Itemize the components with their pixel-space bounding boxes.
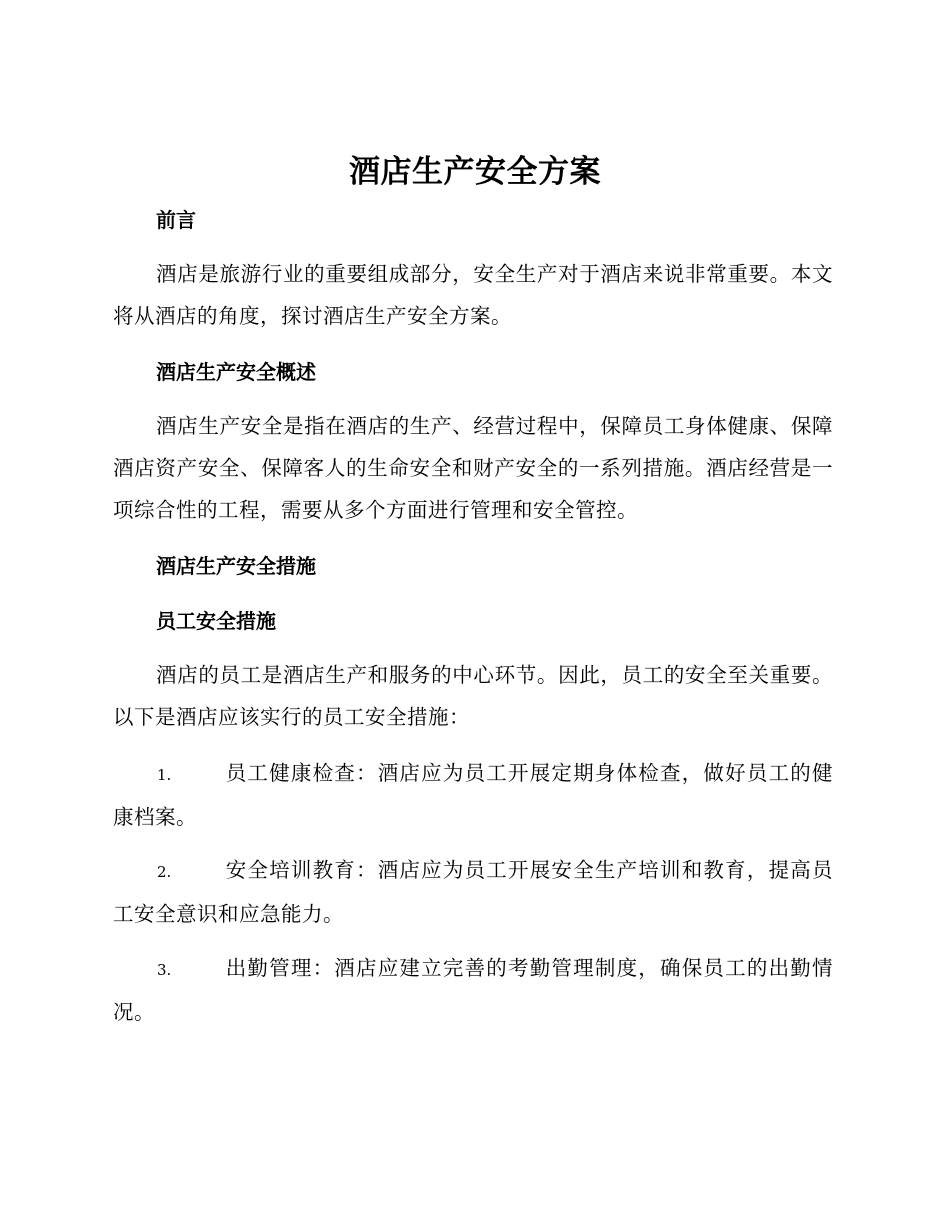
heading-measures: 酒店生产安全措施 [156,554,316,578]
list-item-text: 出勤管理：酒店应建立完善的考勤管理制度，确保员工的出勤情况。 [113,956,833,1024]
list-item [113,849,833,935]
list-item-number: 3. [157,961,172,979]
document-title: 酒店生产安全方案 [349,154,601,190]
list-item-number: 2. [157,863,172,881]
heading-staff-measures: 员工安全措施 [156,609,276,633]
paragraph-overview: 酒店生产安全是指在酒店的生产、经营过程中，保障员工身体健康、保障酒店资产安全、保障客人的生命安全和财产安全的一系列措施。酒店经营是一项综合性的工程，需要从多个方面进行管理和安全管控。 [113,414,833,522]
list-item-number: 1. [157,766,172,784]
list-item-text: 员工健康检查：酒店应为员工开展定期身体检查，做好员工的健康档案。 [113,761,833,829]
list-item [113,752,833,838]
list-item [113,947,833,1033]
paragraph-preface: 酒店是旅游行业的重要组成部分，安全生产对于酒店来说非常重要。本文将从酒店的角度，探讨酒店生产安全方案。 [113,262,833,328]
heading-overview: 酒店生产安全概述 [156,360,316,384]
list-item-text: 安全培训教育：酒店应为员工开展安全生产培训和教育，提高员工安全意识和应急能力。 [113,858,833,926]
heading-preface: 前言 [156,208,196,232]
paragraph-staff-measures: 酒店的员工是酒店生产和服务的中心环节。因此，员工的安全至关重要。以下是酒店应该实行的员工安全措施： [113,663,833,729]
